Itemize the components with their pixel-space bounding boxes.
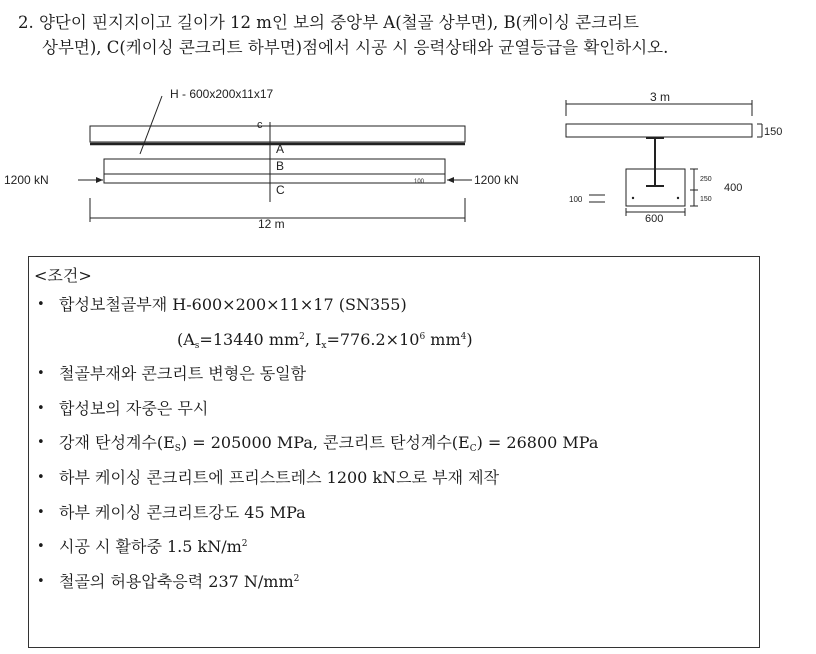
bullet: • [37, 366, 45, 382]
condition-steel-member [29, 295, 759, 330]
section-width-label: 3 m [650, 90, 671, 104]
section-slab [566, 124, 752, 137]
section-leader [140, 96, 162, 154]
conditions-title: <조건> [34, 266, 92, 285]
point-a-label: A [276, 142, 285, 156]
condition-strain-compat [29, 364, 759, 399]
force-left-label: 1200 kN [4, 173, 49, 187]
slab-thickness-label: 150 [764, 126, 783, 138]
dim-400-label: 400 [724, 182, 743, 194]
condition-text: 하부 케이싱 콘크리트에 프리스트레스 1200 kN으로 부재 제작 [59, 467, 500, 487]
question-line-2: 상부면), C(케이싱 콘크리트 하부면)점에서 시공 시 응력상태와 균열등급을 확인하시오. [42, 38, 669, 57]
bullet: • [37, 573, 45, 589]
condition-section-properties: ($A_s=13440$ $mm^2$, $I_x=776.2\times 10^6$ $mm^4$) [177, 329, 473, 351]
bullet: • [37, 504, 45, 520]
bullet: • [37, 435, 45, 451]
force-right-label: 1200 kN [474, 173, 519, 187]
condition-allowable-stress: • 철골의 허용압축응력 237 $N/mm^2$ [37, 571, 300, 591]
casing-concrete [104, 159, 445, 183]
side-view [78, 96, 472, 222]
cross-section [566, 100, 762, 216]
beam-figure [0, 84, 816, 242]
condition-text: 하부 케이싱 콘크리트강도 45 MPa [59, 502, 306, 522]
question-line-1: 2. 양단이 핀지지이고 길이가 12 m인 보의 중앙부 A(철골 상부면), B(케이싱 콘크리트 [18, 13, 639, 32]
condition-live-load: • 시공 시 활하중 1.5 $kN/m^2$ [37, 537, 248, 557]
condition-concrete-strength [29, 503, 759, 538]
condition-elastic-modulus: • 강재 탄성계수$(E_S) = 205000$ MPa, 콘크리트 탄성계수$(E_C) = 26800$ MPa [37, 433, 599, 455]
point-c-label: C [276, 183, 285, 197]
point-b-label: B [276, 159, 285, 173]
condition-text: 철골부재와 콘크리트 변형은 동일함 [59, 364, 307, 384]
dim-100-left-label: 100 [569, 195, 583, 204]
dim-250-label: 250 [700, 176, 712, 183]
rebar [632, 197, 634, 199]
question [18, 10, 808, 60]
condition-self-weight [29, 399, 759, 434]
bullet: • [37, 400, 45, 416]
conditions-box [28, 256, 760, 648]
label-c-top: c [257, 119, 263, 131]
condition-text: 합성보철골부재 H-600×200×11×17 (SN355) [59, 295, 407, 314]
bullet: • [37, 469, 45, 485]
rebar [677, 197, 679, 199]
bullet: • [37, 539, 45, 555]
span-label: 12 m [258, 217, 285, 231]
conditions-list [29, 295, 759, 606]
dim-150-label: 150 [700, 196, 712, 203]
dim-100-label: 100 [414, 179, 425, 185]
bullet: • [37, 297, 45, 312]
condition-text: 합성보의 자중은 무시 [59, 398, 209, 418]
condition-prestress [29, 468, 759, 503]
slab-outline [90, 126, 465, 142]
section-label: H - 600x200x11x17 [170, 87, 274, 101]
dim-600-label: 600 [645, 213, 664, 225]
